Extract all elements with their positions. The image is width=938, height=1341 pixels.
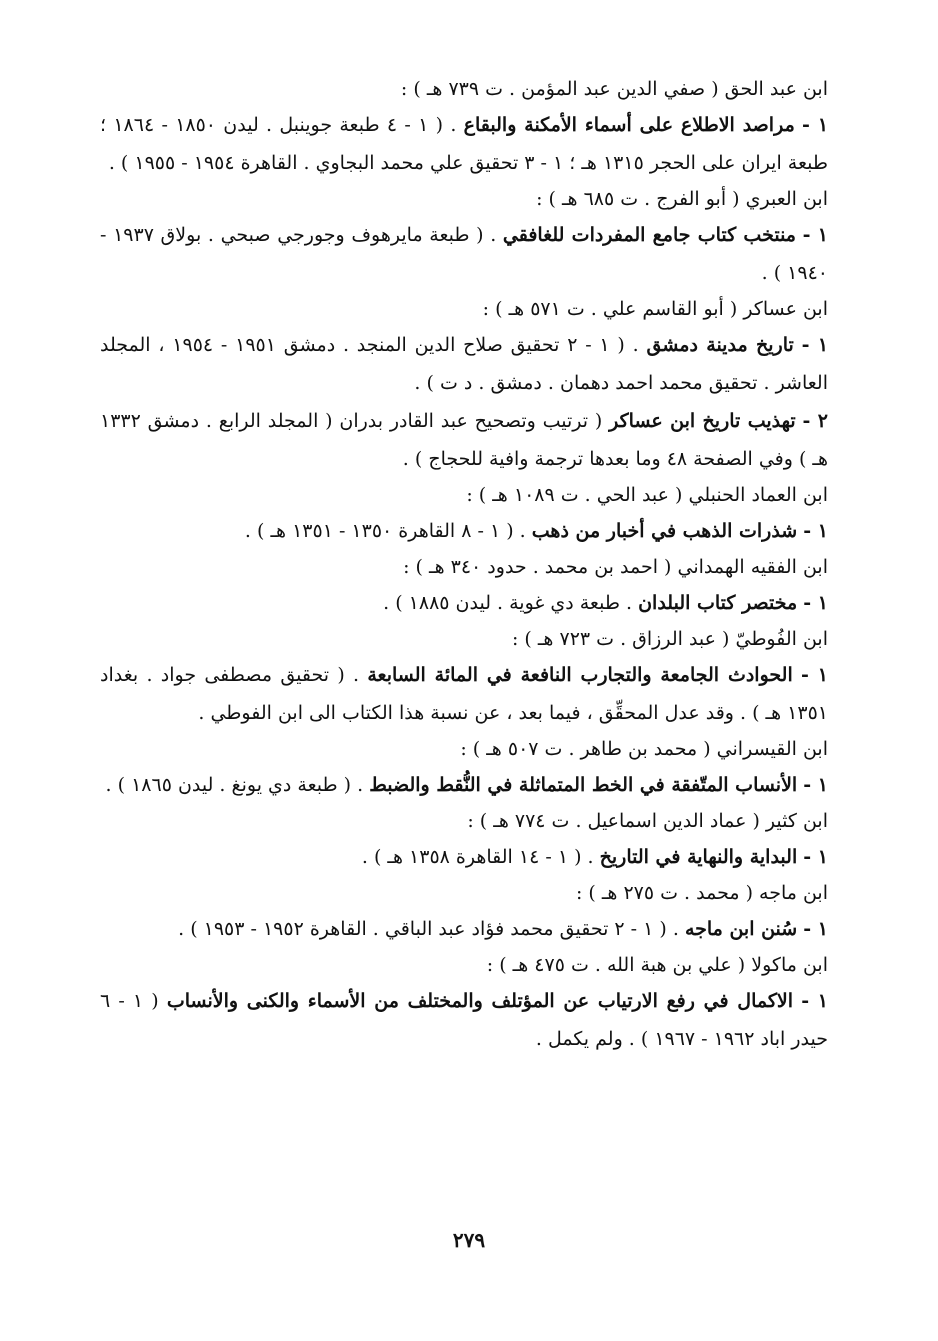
author-heading: ابن كثير ( عماد الدين اسماعيل . ت ٧٧٤ هـ ) : bbox=[467, 810, 828, 832]
bibliography-page bbox=[100, 72, 828, 1058]
entry-number: ١ - bbox=[803, 918, 828, 940]
entry-title: سُنن ابن ماجه bbox=[684, 918, 798, 940]
bibliography-entry bbox=[100, 106, 828, 182]
bibliography-entry bbox=[100, 512, 828, 550]
entry-title: مراصد الاطلاع على أسماء الأمكنة والبقاع bbox=[463, 114, 795, 136]
entry-title: شذرات الذهب في أخبار من ذهب bbox=[531, 520, 798, 542]
page-number: ٢٧٩ bbox=[452, 1228, 486, 1252]
bibliography-entry bbox=[100, 216, 828, 292]
bibliography-entry bbox=[100, 326, 828, 402]
entry-number: ١ - bbox=[803, 592, 828, 614]
bibliography-entry bbox=[100, 584, 828, 622]
entry-details: ( ١ - ٦ حيدر اباد ١٩٦٢ - ١٩٦٧ ) . ولم يكمل . bbox=[100, 990, 828, 1050]
author-heading: ابن عساكر ( أبو القاسم علي . ت ٥٧١ هـ ) : bbox=[482, 298, 828, 320]
bibliography-entry bbox=[100, 910, 828, 948]
section-ibn-al-fuwati bbox=[100, 622, 828, 732]
author-heading: ابن الفُوطيّ ( عبد الرزاق . ت ٧٢٣ هـ ) : bbox=[511, 628, 828, 650]
bibliography-entry bbox=[100, 656, 828, 732]
entry-details: . ( ١ - ١٤ القاهرة ١٣٥٨ هـ ) . bbox=[361, 846, 594, 868]
author-heading: ابن القيسراني ( محمد بن طاهر . ت ٥٠٧ هـ ) : bbox=[460, 738, 828, 760]
entry-details: . ( ١ - ٨ القاهرة ١٣٥٠ - ١٣٥١ هـ ) . bbox=[244, 520, 526, 542]
section-ibn-kathir bbox=[100, 804, 828, 876]
author-heading: ابن العماد الحنبلي ( عبد الحي . ت ١٠٨٩ هـ ) : bbox=[466, 484, 828, 506]
entry-title: الاكمال في رفع الارتياب عن المؤتلف والمختلف من الأسماء والكنى والأنساب bbox=[166, 990, 794, 1012]
entry-title: تهذيب تاريخ ابن عساكر bbox=[609, 410, 796, 432]
author-heading: ابن ماجه ( محمد . ت ٢٧٥ هـ ) : bbox=[575, 882, 828, 904]
author-heading: ابن الفقيه الهمداني ( احمد بن محمد . حدود ٣٤٠ هـ ) : bbox=[403, 556, 828, 578]
section-ibn-makula bbox=[100, 948, 828, 1058]
entry-title: تاريخ مدينة دمشق bbox=[646, 334, 794, 356]
entry-details: . ( طبعة مايرهوف وجورجي صبحي . بولاق ١٩٣٧ - ١٩٤٠ ) . bbox=[100, 224, 828, 284]
bibliography-entry bbox=[100, 982, 828, 1058]
entry-number: ١ - bbox=[803, 520, 828, 542]
entry-number: ١ - bbox=[801, 990, 829, 1012]
section-ibn-al-faqih bbox=[100, 550, 828, 622]
bibliography-entry bbox=[100, 838, 828, 876]
entry-number: ١ - bbox=[802, 224, 828, 246]
entry-title: الأنساب المتّفقة في الخط المتماثلة في النُّقط والضبط bbox=[369, 774, 798, 796]
entry-number: ٢ - bbox=[802, 410, 828, 432]
entry-number: ١ - bbox=[802, 114, 829, 136]
section-ibn-abd-al-haqq bbox=[100, 72, 828, 182]
entry-title: الحوادث الجامعة والتجارب النافعة في المائة السابعة bbox=[367, 664, 793, 686]
author-heading: ابن عبد الحق ( صفي الدين عبد المؤمن . ت ٧٣٩ هـ ) : bbox=[400, 78, 828, 100]
section-ibn-al-qaysarani bbox=[100, 732, 828, 804]
entry-details: . ( ١ - ٢ تحقيق صلاح الدين المنجد . دمشق ١٩٥١ - ١٩٥٤ ، المجلد العاشر . تحقيق محمد احمد دهمان . دمشق . د ت ) . bbox=[100, 334, 828, 394]
bibliography-entry bbox=[100, 402, 828, 478]
author-heading: ابن ماكولا ( علي بن هبة الله . ت ٤٧٥ هـ ) : bbox=[486, 954, 828, 976]
entry-details: . ( ١ - ٤ طبعة جوينبل . ليدن ١٨٥٠ - ١٨٦٤ ؛ طبعة ايران على الحجر ١٣١٥ هـ ؛ ١ - ٣ تحقيق علي محمد البجاوي . القاهرة ١٩٥٤ - ١٩٥٥ ) . bbox=[100, 114, 828, 174]
entry-details: . ( تحقيق مصطفى جواد . بغداد ١٣٥١ هـ ) . وقد عدل المحقِّق ، فيما بعد ، عن نسبة هذا الكتاب الى ابن الفوطي . bbox=[100, 664, 828, 724]
entry-number: ١ - bbox=[801, 334, 829, 356]
entry-details: . ( طبعة دي يونغ . ليدن ١٨٦٥ ) . bbox=[105, 774, 364, 796]
entry-number: ١ - bbox=[803, 774, 828, 796]
entry-details: ( ترتيب وتصحيح عبد القادر بدران ( المجلد الرابع . دمشق ١٣٣٢ هـ ) وفي الصفحة ٤٨ وما بعدها ترجمة وافية للحجاج ) . bbox=[100, 410, 828, 470]
entry-number: ١ - bbox=[801, 664, 828, 686]
entry-title: منتخب كتاب جامع المفردات للغافقي bbox=[502, 224, 796, 246]
entry-title: البداية والنهاية في التاريخ bbox=[599, 846, 798, 868]
section-ibn-al-ibri bbox=[100, 182, 828, 292]
section-ibn-al-imad bbox=[100, 478, 828, 550]
section-ibn-majah bbox=[100, 876, 828, 948]
entry-details: . ( ١ - ٢ تحقيق محمد فؤاد عبد الباقي . القاهرة ١٩٥٢ - ١٩٥٣ ) . bbox=[178, 918, 679, 940]
entry-details: . طبعة دي غوية . ليدن ١٨٨٥ ) . bbox=[383, 592, 633, 614]
bibliography-entry bbox=[100, 766, 828, 804]
section-ibn-asakir bbox=[100, 292, 828, 478]
author-heading: ابن العبري ( أبو الفرج . ت ٦٨٥ هـ ) : bbox=[536, 188, 828, 210]
entry-title: مختصر كتاب البلدان bbox=[638, 592, 798, 614]
entry-number: ١ - bbox=[803, 846, 828, 868]
